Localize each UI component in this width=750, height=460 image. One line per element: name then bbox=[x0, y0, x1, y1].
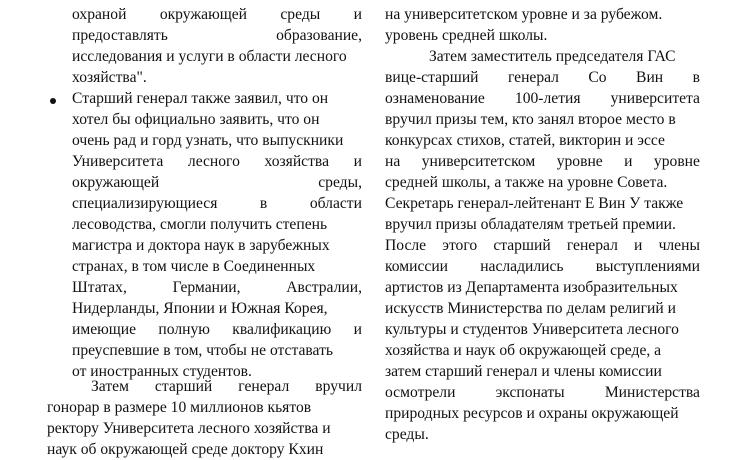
text-line: лесоводства, смогли получить степень bbox=[72, 216, 328, 233]
text-line: затем старший генерал и члены комиссии bbox=[385, 363, 662, 380]
word: окружающей bbox=[72, 174, 160, 191]
word: старший bbox=[493, 237, 551, 254]
word: комиссии bbox=[385, 258, 449, 275]
word: Университета bbox=[72, 153, 164, 170]
text-line bbox=[72, 193, 362, 214]
word: генерал bbox=[238, 378, 290, 395]
word: экспонаты bbox=[495, 384, 565, 401]
word: и bbox=[624, 153, 633, 170]
word: После bbox=[385, 237, 427, 254]
word: в bbox=[692, 69, 700, 86]
word: Германии, bbox=[172, 279, 241, 296]
text-line bbox=[385, 256, 700, 277]
word: Министерства bbox=[604, 384, 700, 401]
text-line: вручил призы тем, кто занял второе место в bbox=[385, 111, 676, 128]
text-line: хотел бы официально заявить, что он bbox=[72, 111, 320, 128]
text-line: на университетском уровне и за рубежом. bbox=[385, 6, 663, 23]
word: Штатах, bbox=[72, 279, 127, 296]
word: и bbox=[353, 321, 362, 338]
word: и bbox=[353, 6, 362, 23]
word: и bbox=[353, 153, 362, 170]
text-line: от иностранных студентов. bbox=[72, 363, 252, 380]
text-line: странах, в том числе в Соединенных bbox=[72, 258, 316, 275]
text-line bbox=[72, 277, 362, 298]
word: уровне bbox=[556, 153, 603, 170]
word: лесного bbox=[187, 153, 240, 170]
word: специализирующиеся bbox=[72, 195, 218, 212]
text-line: хозяйства и наук об окружающей среде, а bbox=[385, 342, 662, 359]
text-line: Старший генерал также заявил, что он bbox=[72, 90, 329, 107]
word: выступлениями bbox=[595, 258, 700, 275]
word: предоставлять bbox=[72, 27, 168, 44]
word: осмотрели bbox=[385, 384, 456, 401]
word: среды, bbox=[318, 174, 362, 191]
text-line bbox=[385, 151, 700, 172]
text-line: конкурсах стихов, статей, викторин и эссе bbox=[385, 132, 665, 149]
text-line bbox=[72, 151, 362, 172]
word: хозяйства bbox=[264, 153, 329, 170]
text-line: гонорар в размере 10 миллионов кьятов bbox=[47, 399, 312, 416]
word: Австралии, bbox=[286, 279, 362, 296]
word: 100-летия bbox=[514, 90, 581, 107]
word: этого bbox=[442, 237, 478, 254]
text-line: среды. bbox=[385, 426, 429, 443]
text-line: исследования и услуги в области лесного bbox=[72, 48, 347, 65]
text-line bbox=[91, 376, 362, 397]
text-line: вручил призы обладателям третьей премии. bbox=[385, 216, 676, 233]
word: вручил bbox=[315, 378, 362, 395]
word: вице-старший bbox=[385, 69, 479, 86]
text-line: преуспевшие в том, чтобы не отставать bbox=[72, 342, 333, 359]
text-line: средней школы, а также на уровне Совета. bbox=[385, 174, 668, 191]
word: и bbox=[634, 237, 643, 254]
text-line bbox=[385, 88, 700, 109]
word: среды bbox=[280, 6, 321, 23]
word: в bbox=[259, 195, 268, 212]
word: уровне bbox=[653, 153, 700, 170]
text-line: культуры и студентов Университета лесного bbox=[385, 321, 679, 338]
text-line bbox=[72, 319, 362, 340]
text-line bbox=[385, 235, 700, 256]
text-line: очень рад и горд узнать, что выпускники bbox=[72, 132, 344, 149]
text-line bbox=[72, 4, 362, 25]
text-line bbox=[385, 67, 700, 88]
text-line: Затем заместитель председателя ГАС bbox=[429, 48, 676, 65]
word: Со bbox=[588, 69, 607, 86]
text-line: уровень средней школы. bbox=[385, 27, 548, 44]
bullet-icon bbox=[50, 98, 56, 104]
text-line bbox=[72, 172, 362, 193]
text-line bbox=[385, 382, 700, 403]
word: окружающей bbox=[159, 6, 247, 23]
word: насладились bbox=[480, 258, 564, 275]
text-line: искусств Министерства по делам религий и bbox=[385, 300, 676, 317]
word: генерал bbox=[566, 237, 618, 254]
text-line bbox=[72, 25, 362, 46]
word: квалификацию bbox=[232, 321, 332, 338]
text-line: наук об окружающей среде доктору Кхин bbox=[47, 441, 324, 458]
word: Затем bbox=[91, 378, 129, 395]
word: Вин bbox=[636, 69, 664, 86]
text-line: хозяйства". bbox=[72, 69, 147, 86]
word: университетском bbox=[421, 153, 536, 170]
text-line: артистов из Департамента изобразительных bbox=[385, 279, 678, 296]
word: ознаменование bbox=[385, 90, 485, 107]
text-line: Нидерланды, Японии и Южная Корея, bbox=[72, 300, 328, 317]
word: университета bbox=[610, 90, 700, 107]
word: имеющие bbox=[72, 321, 137, 338]
word: охраной bbox=[72, 6, 127, 23]
word: члены bbox=[658, 237, 700, 254]
word: генерал bbox=[507, 69, 559, 86]
word: области bbox=[309, 195, 362, 212]
text-line: природных ресурсов и охраны окружающей bbox=[385, 405, 679, 422]
text-line: Секретарь генерал-лейтенант Е Вин У также bbox=[385, 195, 684, 212]
word: полную bbox=[158, 321, 210, 338]
text-line: ректору Университета лесного хозяйства и bbox=[47, 420, 331, 437]
word: образование, bbox=[276, 27, 362, 44]
word: старший bbox=[154, 378, 213, 395]
word: на bbox=[385, 153, 401, 170]
text-line: магистра и доктора наук в зарубежных bbox=[72, 237, 330, 254]
